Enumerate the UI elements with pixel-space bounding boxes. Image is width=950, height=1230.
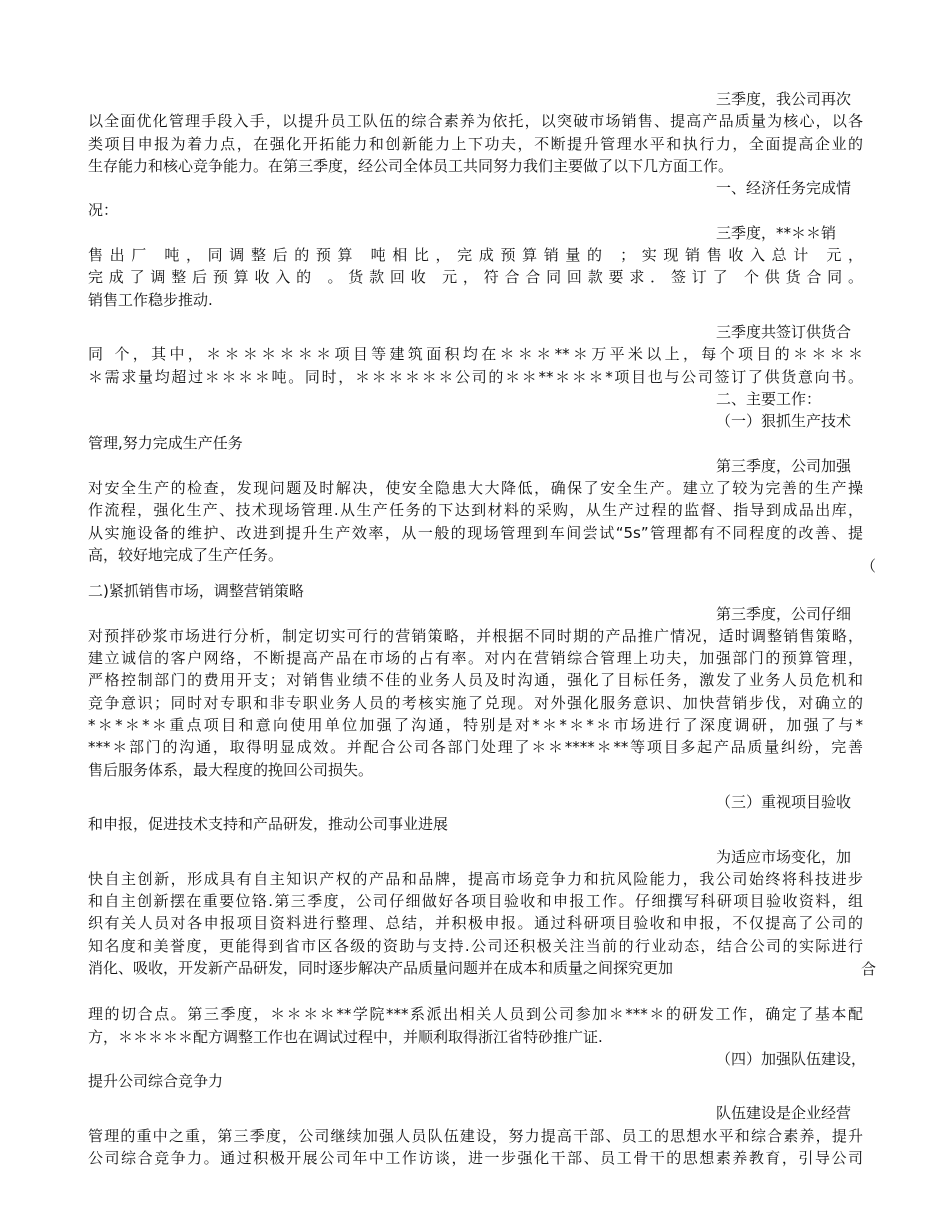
text-line: 生存能力和核心竞争能力。在第三季度，经公司全体员工共同努力我们主要做了以下几方面工作。 — [88, 156, 734, 175]
subsection-heading — [88, 580, 863, 602]
text-line: 对预拌砂浆市场进行分析，制定切实可行的营销策略，并根据不同时期的产品推广情况，适时调整销售策略， — [88, 626, 863, 645]
text-line: 理的切合点。第三季度，＊＊＊＊**学院***系派出相关人员到公司参加＊***＊的研发工作，确定了基本配 — [88, 1005, 863, 1024]
text-line: *＊*＊*＊重点项目和意向使用单位加强了沟通，特别是对*＊*＊*＊市场进行了深度调研，加强了与* — [88, 716, 863, 735]
section-heading-1: 一、经济任务完成情 — [716, 179, 852, 198]
margin-fragment: 合 — [860, 960, 876, 978]
text-line: 第三季度，公司仔细 — [716, 604, 852, 623]
subsection-heading: 管理,努力完成生产任务 — [88, 434, 243, 453]
margin-fragment: （ — [860, 557, 876, 575]
text-line: 完成了调整后预算收入的 。货款回收 元，符合合同回款要求．签订了 个供货合同。 — [88, 268, 863, 287]
text-line: ＊需求量均超过＊＊＊＊吨。同时，＊＊＊＊＊＊公司的＊＊**＊＊＊*项目也与公司签订了供货意向书。 — [88, 367, 863, 386]
text-line: 快自主创新，形成具有自主知识产权的产品和品牌，提高市场竞争力和抗风险能力，我公司始终将科技进步 — [88, 869, 863, 888]
text-line: 队伍建设是企业经营 — [716, 1104, 852, 1123]
text-line: 高，较好地完成了生产任务。 — [88, 545, 284, 564]
text-line: 和自主创新摆在重要位铬.第三季度，公司仔细做好各项目验收和申报工作。仔细撰写科研项目验收资料，组 — [88, 892, 863, 911]
text-line: 知名度和美誉度，更能得到省市区各级的资助与支持.公司还积极关注当前的行业动态，结合公司的实际进行 — [88, 936, 863, 955]
text-line: 消化、吸收，开发新产品研发，同时逐步解决产品质量问题并在成本和质量之间探究更加 — [88, 958, 674, 977]
text-line: 从实施设备的维护、改进到提升生产效率，从一般的现场管理到车间尝试“5s”管理都有不同程度的改善、提 — [88, 523, 863, 542]
subsection-heading: （一）狠抓生产技术 — [716, 412, 852, 431]
text-line: 三季度，我公司再次 — [716, 90, 852, 108]
text-line: 类项目申报为着力点，在强化开拓能力和创新能力上下功夫，不断提升管理水平和执行力，全面提高企业的 — [88, 134, 863, 153]
text-line: 三季度，**＊＊销 — [716, 223, 837, 242]
text-line: 方，＊＊＊＊＊配方调整工作也在调试过程中，并顺利取得浙江省特砂推广证. — [88, 1027, 603, 1046]
text-fragment: 二)紧抓销售市场，调整营销策略 — [88, 582, 304, 601]
text-line: ***＊部门的沟通，取得明显成效。并配合公司各部门处理了＊＊****＊**等项目多起产品质量纠纷，完善 — [88, 738, 863, 757]
text-line: 管理的重中之重，第三季度，公司继续加强人员队伍建设，努力提高干部、员工的思想水平和综合素养，提升 — [88, 1126, 863, 1145]
text-line: 竞争意识；同时对专职和非专职业务人员的考核实施了兑现。对外强化服务意识、加快营销步伐，对确立的 — [88, 693, 863, 712]
subsection-heading: 和申报，促进技术支持和产品研发，推动公司事业进展 — [88, 815, 449, 834]
subsection-heading: 提升公司综合竞争力 — [88, 1072, 224, 1091]
text-line: 售出厂 吨，同调整后的预算 吨相比，完成预算销量的 ；实现销售收入总计 元， — [88, 246, 863, 265]
section-heading-2: 二、主要工作： — [716, 389, 822, 408]
subsection-heading: （四）加强队伍建设， — [716, 1049, 867, 1068]
text-line: 以全面优化管理手段入手，以提升员工队伍的综合素养为依托，以突破市场销售、提高产品质量为核心，以各 — [88, 112, 863, 131]
document-page — [88, 88, 867, 1169]
text-line: 况： — [88, 201, 119, 220]
text-line: 第三季度，公司加强 — [716, 456, 852, 475]
text-line: 建立诚信的客户网络，不断提高产品在市场的占有率。对内在营销综合管理上功夫，加强部门的预算管理， — [88, 649, 863, 668]
text-line: 公司综合竞争力。通过积极开展公司年中工作访谈，进一步强化干部、员工骨干的思想素养教育，引导公司 — [88, 1149, 863, 1168]
subsection-heading: （三）重视项目验收 — [716, 792, 852, 811]
text-line: 销售工作稳步推动. — [88, 290, 213, 309]
text-line: 织有关人员对各申报项目资料进行整理、总结，并积极申报。通过科研项目验收和申报，不仅提高了公司的 — [88, 914, 863, 933]
text-line: 作流程，强化生产、技术现场管理.从生产任务的下达到材料的采购，从生产过程的监督、指导到成品出库， — [88, 501, 863, 520]
text-line: 售后服务体系，最大程度的挽回公司损失。 — [88, 760, 374, 779]
text-line: 严格控制部门的费用开支；对销售业绩不佳的业务人员及时沟通，强化了目标任务，激发了业务人员危机和 — [88, 671, 863, 690]
text-line: 三季度共签订供货合 — [716, 322, 852, 341]
text-line: 为适应市场变化，加 — [716, 847, 852, 866]
text-line: 同 个，其中，＊＊＊＊＊＊＊项目等建筑面积均在＊＊＊**＊万平米以上，每个项目的＊＊＊＊ — [88, 345, 863, 364]
text-line: 对安全生产的检查，发现问题及时解决，使安全隐患大大降低，确保了安全生产。建立了较为完善的生产操 — [88, 479, 863, 498]
